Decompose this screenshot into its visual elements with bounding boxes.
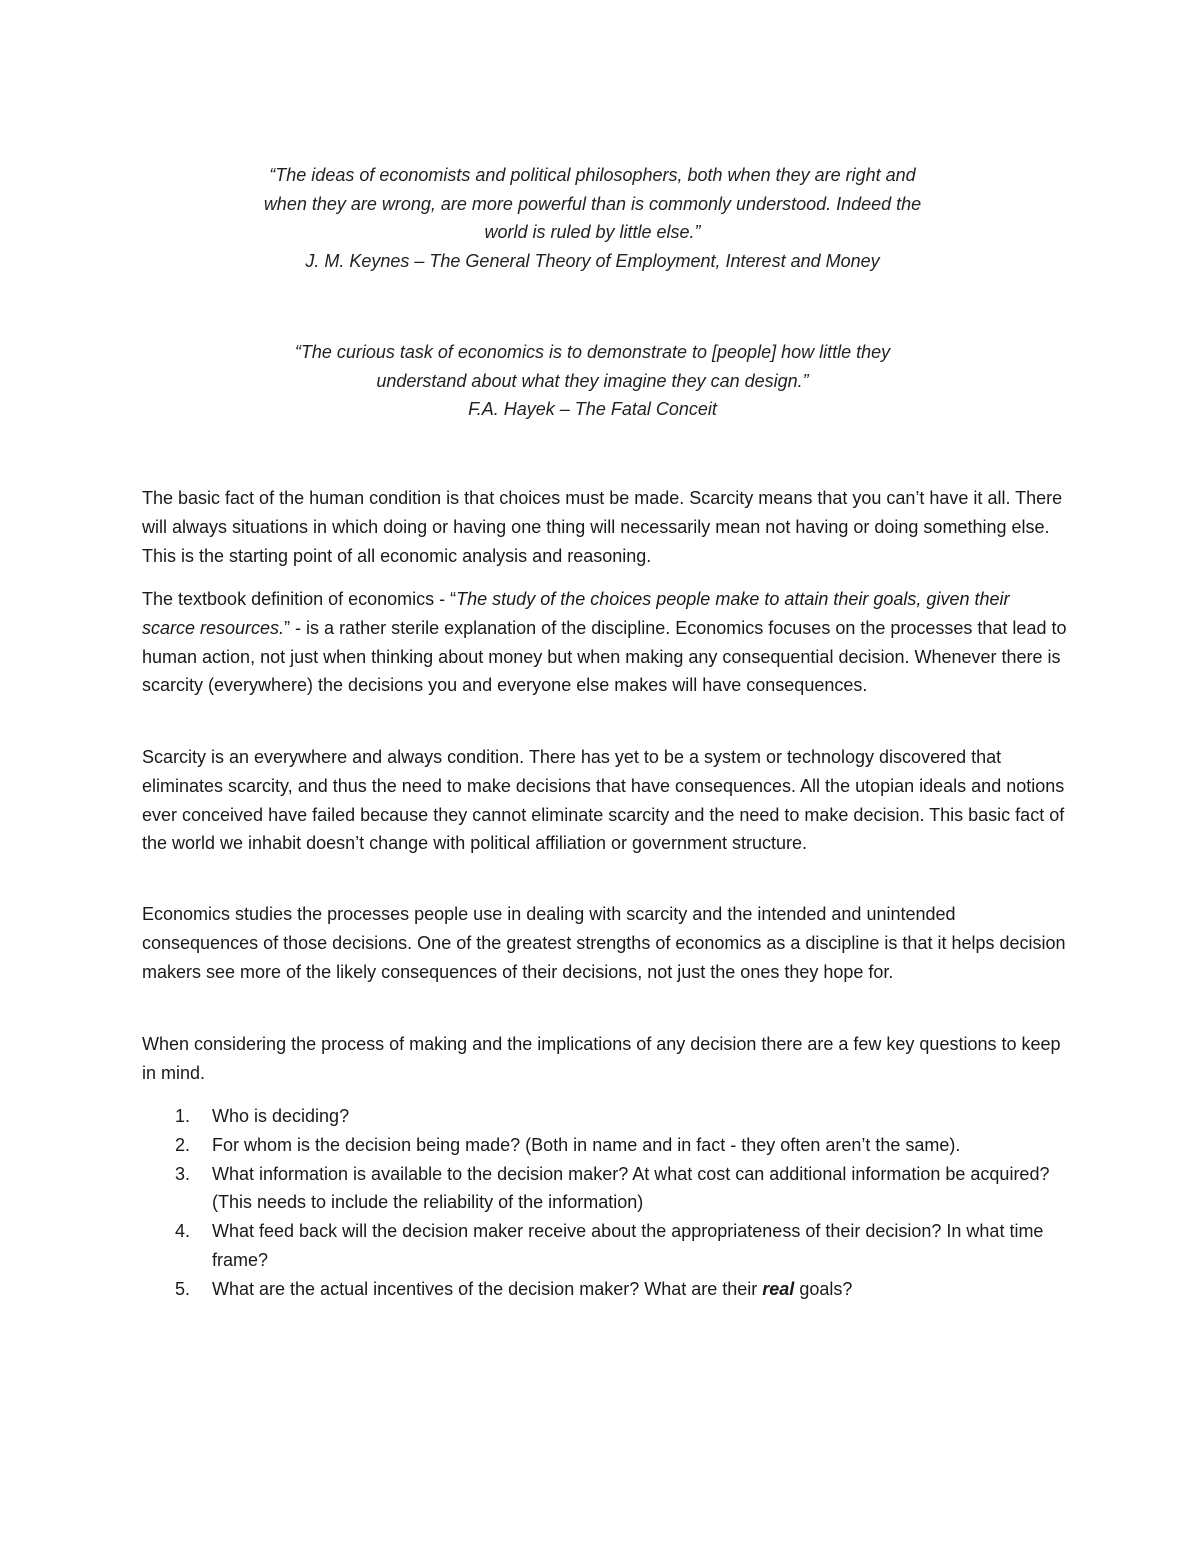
quote-line: understand about what they imagine they can design.” (376, 370, 809, 391)
quote-attribution: J. M. Keynes – The General Theory of Employment, Interest and Money (305, 250, 880, 271)
quote-line: “The curious task of economics is to demonstrate to [people] how little they (294, 342, 891, 362)
list-item-text: What feed back will the decision maker receive about the appropriateness of their decision? In what time frame? (212, 1221, 1044, 1270)
list-item (142, 1275, 1067, 1304)
quote-line: “The ideas of economists and political philosophers, both when they are right and (269, 165, 916, 185)
list-item-text: For whom is the decision being made? (Both in name and in fact - they often aren’t the same). (212, 1134, 961, 1155)
list-item-text-run: What are the actual incentives of the decision maker? What are their (212, 1278, 763, 1299)
paragraph-text-run: ” - is a rather sterile explanation of the discipline. Economics focuses on the processes that lead to human action, not just when thinking about money but when making any consequential decision. Whenever there is scarcity (everywhere) the decisions you and everyone else makes will have consequences. (142, 617, 1067, 696)
list-item-text: What information is available to the decision maker? At what cost can additional information be acquired? (This needs to include the reliability of the information) (212, 1163, 1050, 1213)
paragraph-text-run: The textbook definition of economics - “ (142, 589, 457, 609)
hayek-quote (200, 338, 985, 424)
quote-line: when they are wrong, are more powerful than is commonly understood. Indeed the (263, 193, 922, 214)
paragraph-text (142, 585, 1067, 700)
list-item (142, 1217, 1067, 1275)
quote-line: world is ruled by little else.” (484, 222, 701, 243)
quote-attribution: F.A. Hayek – The Fatal Conceit (468, 399, 717, 420)
keynes-quote (200, 161, 985, 275)
paragraph-definition (142, 585, 1067, 700)
list-number: 3. (175, 1163, 191, 1184)
list-item-text: Who is deciding? (212, 1106, 350, 1126)
paragraph-text: When considering the process of making and the implications of any decision there are a few key questions to keep in mind. (142, 1034, 1061, 1083)
list-number: 1. (175, 1106, 191, 1126)
list-item-text (212, 1279, 852, 1299)
list-item-text-run: goals? (794, 1278, 853, 1299)
list-item (142, 1160, 1067, 1218)
paragraph-text: Scarcity is an everywhere and always condition. There has yet to be a system or technology discovered that eliminates scarcity, and thus the need to make decisions that have consequences. All the utopian ideals and notions ever conceived have failed because they cannot eliminate scarcity and the need to make decision. This basic fact of the world we inhabit doesn’t change with political affiliation or government structure. (142, 747, 1065, 854)
paragraph-scarcity-condition (142, 743, 1067, 858)
paragraph-economics-studies (142, 900, 1067, 986)
list-item (142, 1102, 1067, 1131)
paragraph-text: The basic fact of the human condition is that choices must be made. Scarcity means that you can’t have it all. There will always situations in which doing or having one thing will necessarily mean not having or doing something else. This is the starting point of all economic analysis and reasoning. (142, 488, 1063, 566)
questions-list (142, 1102, 1067, 1304)
list-number: 5. (175, 1278, 191, 1299)
list-item (142, 1131, 1067, 1160)
textbook-definition: The study of the choices people make to attain their goals, given their scarce resources. (142, 589, 1010, 638)
emphasized-word: real (762, 1278, 795, 1299)
list-number: 4. (175, 1221, 191, 1242)
paragraph-scarcity-intro (142, 484, 1067, 570)
list-number: 2. (175, 1134, 191, 1155)
paragraph-text: Economics studies the processes people use in dealing with scarcity and the intended and unintended consequences of those decisions. One of the greatest strengths of economics as a discipline is that it helps decision makers see more of the likely consequences of their decisions, not just the ones they hope for. (142, 904, 1066, 982)
paragraph-key-questions (142, 1030, 1067, 1088)
